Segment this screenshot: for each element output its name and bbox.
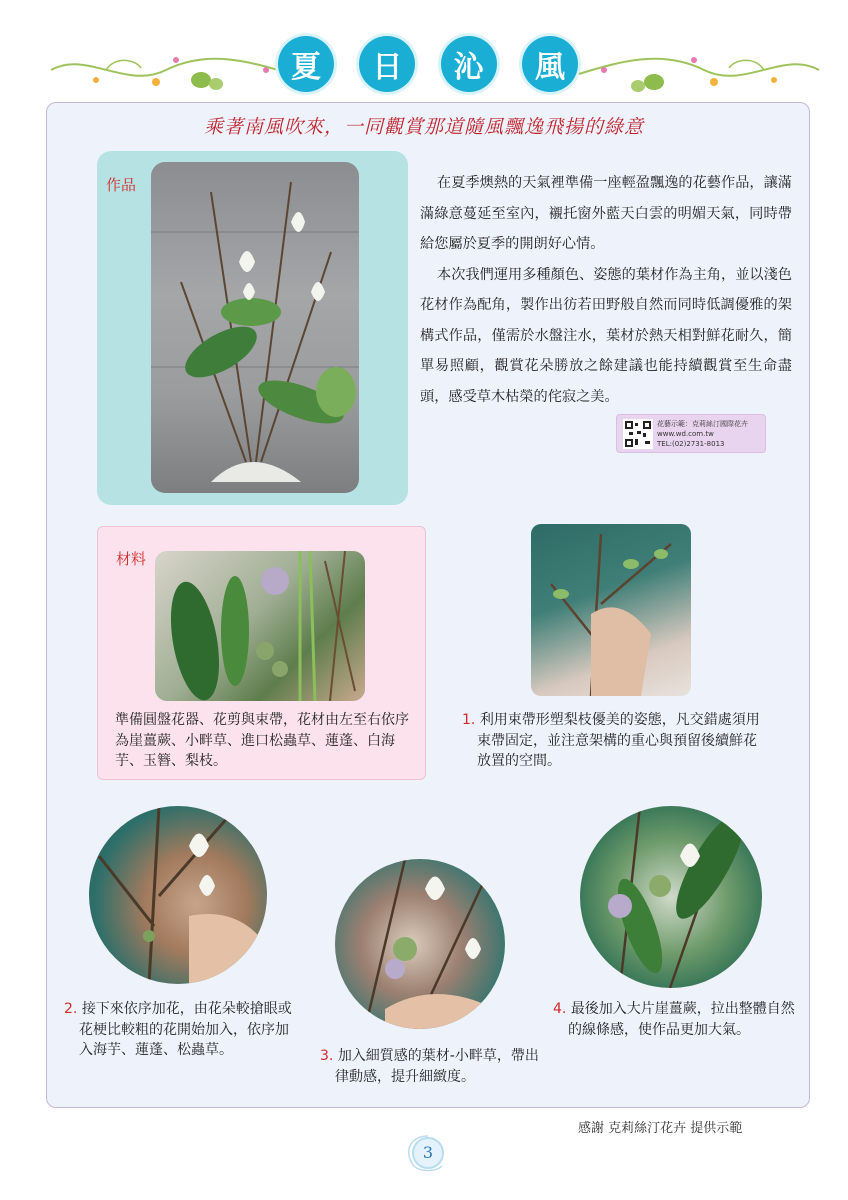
page-number: 3 — [412, 1137, 444, 1169]
step-2-line-3: 入海芋、蓮蓬、松蟲草。 — [79, 1042, 233, 1058]
page-header — [0, 28, 848, 100]
intro-text — [420, 168, 792, 412]
work-label: 作品 — [106, 176, 137, 194]
title-chars — [278, 28, 578, 98]
step-1-number: 1. — [462, 712, 476, 728]
thanks-credit: 感謝 克莉絲汀花卉 提供示範 — [578, 1121, 743, 1136]
title-char-2: 日 — [359, 36, 415, 92]
vine-ornament-right — [574, 40, 824, 100]
vine-ornament-left — [46, 40, 296, 100]
step-3-line-1: 加入細質感的葉材-小畔草，帶出 — [337, 1048, 539, 1064]
step-2-photo — [89, 806, 267, 984]
step-1 — [462, 710, 760, 772]
step-4-photo — [580, 806, 762, 988]
work-photo — [151, 162, 359, 493]
step-2 — [64, 999, 292, 1061]
credit-badge — [616, 414, 766, 453]
subtitle: 乘著南風吹來，一同觀賞那道隨風飄逸飛揚的綠意 — [203, 116, 644, 138]
step-4-line-1: 最後加入大片崖薑蕨，拉出整體自然 — [570, 1001, 795, 1017]
step-4-number: 4. — [553, 1001, 567, 1017]
credit-line-2: www.wd.com.tw — [657, 430, 714, 438]
step-1-photo — [531, 524, 691, 696]
intro-paragraph-2: 本次我們運用多種顏色、姿態的葉材作為主角，並以淺色花材作為配角，製作出彷若田野般自然而同時低調優雅的架構式作品，僅需於水盤注水，葉材於熱天相對鮮花耐久，簡單易照顧，觀賞花朵勝放之餘建議也能持續觀賞至生命盡頭，感受草木枯榮的侘寂之美。 — [420, 266, 792, 405]
step-4 — [553, 999, 795, 1040]
title-char-3: 沁 — [441, 36, 497, 92]
step-2-line-1: 接下來依序加花，由花朵較搶眼或 — [81, 1001, 292, 1017]
materials-label: 材料 — [116, 550, 147, 568]
credit-text — [657, 419, 748, 449]
step-1-line-2: 束帶固定，並注意架構的重心與預留後續鮮花 — [477, 732, 757, 749]
step-2-line-2: 花梗比較粗的花開始加入，依序加 — [79, 1021, 289, 1038]
qr-code-icon — [623, 419, 653, 449]
materials-photo — [155, 551, 365, 701]
credit-line-3: TEL:(02)2731-8013 — [657, 440, 725, 448]
credit-line-1: 花藝示範：克莉絲汀國際花卉 — [657, 420, 748, 428]
title-char-1: 夏 — [278, 36, 334, 92]
step-3 — [320, 1046, 539, 1087]
step-3-line-2: 律動感，提升細緻度。 — [335, 1068, 475, 1085]
step-4-line-2: 的線條感，使作品更加大氣。 — [568, 1021, 750, 1038]
intro-paragraph-1: 在夏季燠熱的天氣裡準備一座輕盈飄逸的花藝作品，讓滿滿綠意蔓延至室內，襯托窗外藍天白雲的明媚天氣，同時帶給您屬於夏季的開朗好心情。 — [420, 175, 792, 252]
materials-text: 準備圓盤花器、花剪與束帶，花材由左至右依序為崖薑蕨、小畔草、進口松蟲草、蓮蓬、白海芋、玉簪、梨枝。 — [115, 712, 409, 769]
step-3-photo — [335, 859, 505, 1029]
title-char-4: 風 — [522, 36, 578, 92]
step-1-line-3: 放置的空間。 — [477, 753, 561, 769]
step-3-number: 3. — [320, 1048, 334, 1064]
step-2-number: 2. — [64, 1001, 78, 1017]
step-1-line-1: 利用束帶形塑梨枝優美的姿態，凡交錯處須用 — [479, 712, 760, 728]
